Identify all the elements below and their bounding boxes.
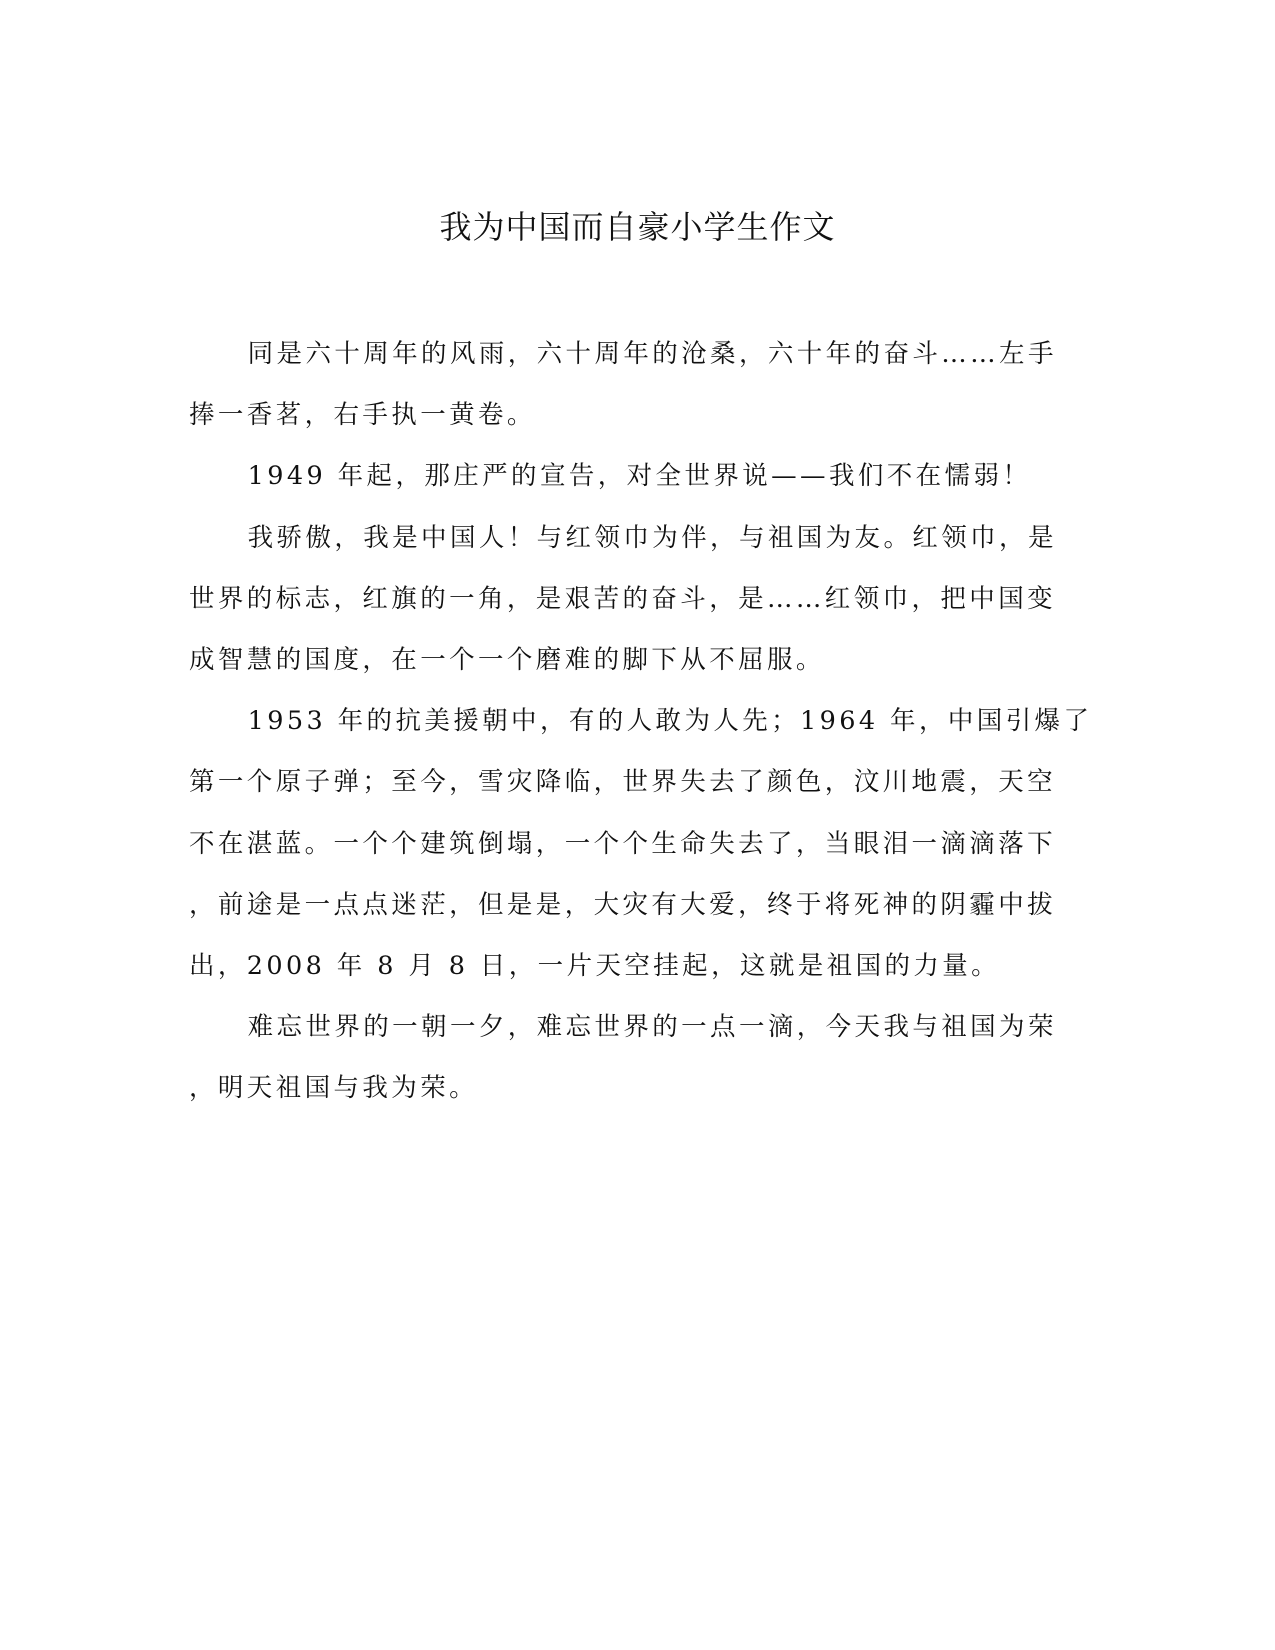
paragraph-3	[189, 508, 1079, 692]
paragraph-line: ，明天祖国与我为荣。	[189, 1073, 479, 1104]
paragraph-line: 同是六十周年的风雨，六十周年的沧桑，六十年的奋斗……左手	[247, 339, 1057, 369]
document-body	[189, 324, 1093, 1120]
document-title: 我为中国而自豪小学生作文	[439, 208, 836, 246]
paragraph-2	[189, 446, 1079, 507]
paragraph-line: 第一个原子弹；至今，雪灾降临，世界失去了颜色，汶川地震，天空	[189, 767, 1057, 798]
paragraph-line: 世界的标志，红旗的一角，是艰苦的奋斗，是……红领巾，把中国变	[189, 583, 1057, 614]
paragraph-line: 1953 年的抗美援朝中，有的人敢为人先；1964 年，中国引爆了	[247, 706, 1093, 737]
paragraph-line: 成智慧的国度，在一个一个磨难的脚下从不屈服。	[189, 645, 825, 676]
paragraph-line: 不在湛蓝。一个个建筑倒塌，一个个生命失去了，当眼泪一滴滴落下	[189, 828, 1057, 859]
paragraph-1	[189, 324, 1079, 446]
paragraph-4	[189, 691, 1093, 997]
paragraph-5	[189, 997, 1079, 1119]
paragraph-line: 我骄傲，我是中国人！与红领巾为伴，与祖国为友。红领巾，是	[247, 522, 1057, 553]
paragraph-line: 1949 年起，那庄严的宣告，对全世界说——我们不在懦弱！	[247, 461, 1032, 492]
paragraph-line: ，前途是一点点迷茫，但是是，大灾有大爱，终于将死神的阴霾中拔	[189, 889, 1057, 920]
paragraph-line: 捧一香茗，右手执一黄卷。	[189, 400, 536, 431]
paragraph-line: 出，2008 年 8 月 8 日，一片天空挂起，这就是祖国的力量。	[189, 951, 1001, 982]
paragraph-line: 难忘世界的一朝一夕，难忘世界的一点一滴，今天我与祖国为荣	[247, 1012, 1057, 1043]
